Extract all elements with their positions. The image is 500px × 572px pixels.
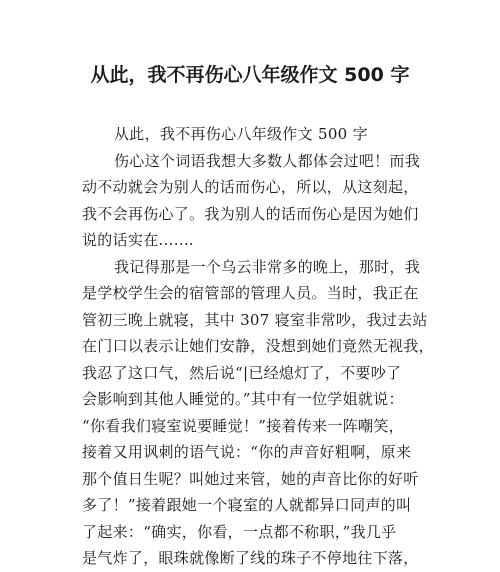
document-title: 从此，我不再伤心八年级作文 500 字 bbox=[90, 64, 410, 86]
text-line: 接着又用讽刺的语气说：“你的声音好粗啊，原来 bbox=[82, 443, 412, 461]
text-line: 伤心这个词语我想大多数人都体会过吧！而我 bbox=[114, 151, 421, 170]
text-line: 管初三晚上就寝，其中 307 寝室非常吵，我过去站 bbox=[82, 310, 428, 329]
text-line: 我记得那是一个乌云非常多的晚上，那时，我 bbox=[114, 257, 421, 276]
text-line: 动不动就会为别人的话而伤心，所以，从这刻起， bbox=[82, 178, 419, 196]
text-line: 从此，我不再伤心八年级作文 500 字 bbox=[114, 125, 368, 143]
text-line: 会影响到其他人睡觉的。”其中有一位学姐就说： bbox=[82, 390, 404, 408]
text-line: 在门口以表示让她们安静，没想到她们竟然无视我， bbox=[82, 337, 434, 355]
text-line: 说的话实在....... bbox=[82, 231, 194, 249]
text-line: 我忍了这口气，然后说“|已经熄灯了，不要吵了 bbox=[82, 363, 402, 382]
text-line: 了起来：“确实，你看，一点都不称职，”我几乎 bbox=[82, 522, 397, 541]
text-line: 是学校学生会的宿管部的管理人员。当时，我正在 bbox=[82, 284, 419, 302]
text-line: “你看我们寝室说要睡觉！”接着传来一阵嘲笑， bbox=[82, 416, 404, 435]
text-line: 是气炸了，眼珠就像断了线的珠子不停地往下落， bbox=[82, 549, 419, 567]
document-body bbox=[82, 121, 442, 572]
text-line: 多了！”接着跟她一个寝室的人就都异口同声的叫 bbox=[82, 496, 412, 514]
text-line: 我不会再伤心了。我为别人的话而伤心是因为她们 bbox=[82, 204, 419, 223]
text-line: 那个值日生呢？叫她过来管，她的声音比你的好听 bbox=[82, 469, 419, 488]
